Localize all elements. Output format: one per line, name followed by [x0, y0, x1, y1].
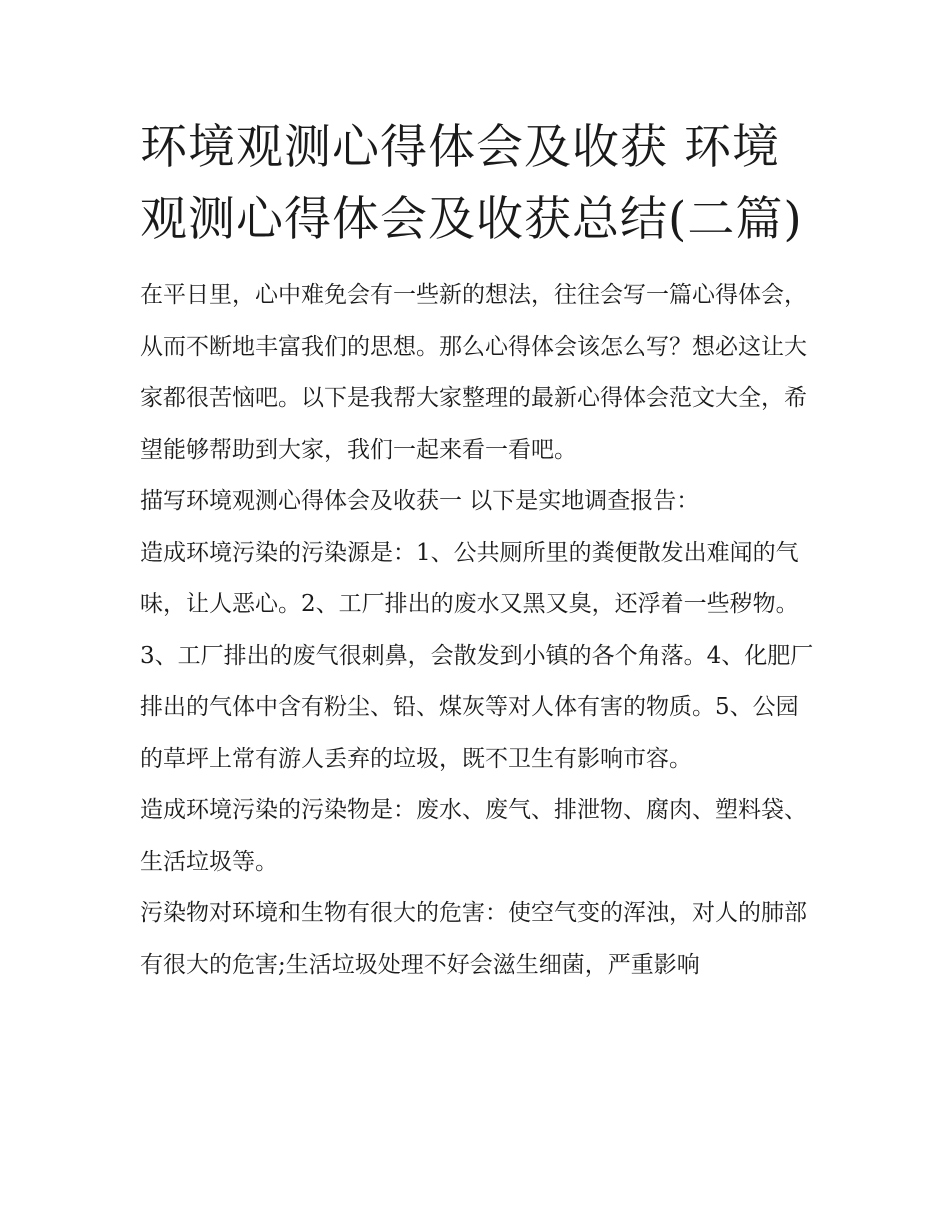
harm-paragraph: 污染物对环境和生物有很大的危害：使空气变的浑浊，对人的肺部有很大的危害;生活垃圾处理不好会滋生细菌，严重影响: [140, 900, 807, 978]
pollutants-paragraph: 造成环境污染的污染物是：废水、废气、排泄物、腐肉、塑料袋、生活垃圾等。: [140, 797, 807, 875]
intro-paragraph: 在平日里，心中难免会有一些新的想法，往往会写一篇心得体会，从而不断地丰富我们的思想。那么心得体会该怎么写？想必这让大家都很苦恼吧。以下是我帮大家整理的最新心得体会范文大全，希望能够帮助到大家，我们一起来看一看吧。: [140, 282, 807, 463]
pollution-sources-paragraph: 造成环境污染的污染源是：1、公共厕所里的粪便散发出难闻的气味，让人恶心。2、工厂排出的废水又黑又臭，还浮着一些秽物。3、工厂排出的废气很刺鼻，会散发到小镇的各个角落。4、化肥厂排出的气体中含有粉尘、铅、煤灰等对人体有害的物质。5、公园的草坪上常有游人丢弃的垃圾，既不卫生有影响市容。: [140, 539, 814, 772]
document-title: 环境观测心得体会及收获 环境观测心得体会及收获总结(二篇): [140, 120, 803, 247]
section-heading-paragraph: 描写环境观测心得体会及收获一 以下是实地调查报告：: [140, 488, 700, 514]
document-page: [140, 112, 820, 991]
